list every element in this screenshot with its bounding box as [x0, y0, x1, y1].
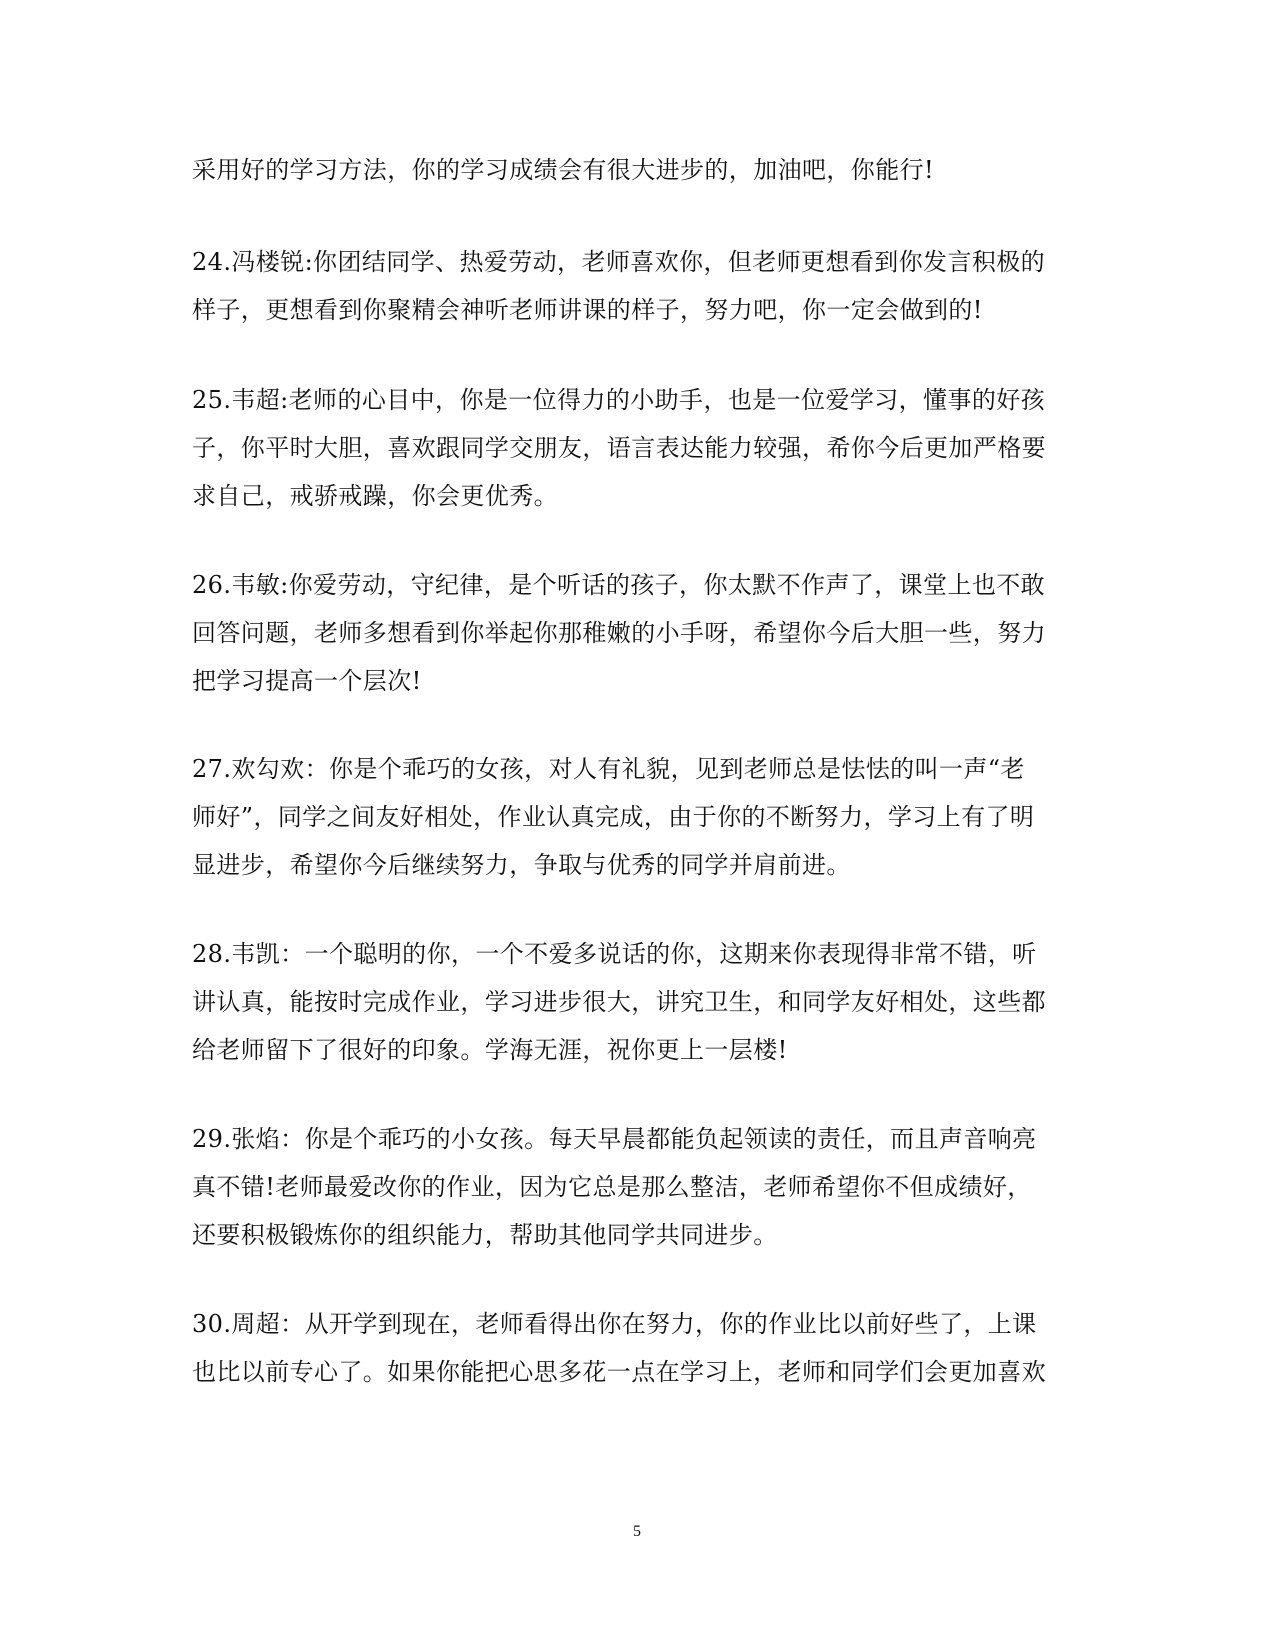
paragraph-continuation — [192, 146, 1072, 194]
page-number: 5 — [633, 1523, 641, 1540]
text-line: 真不错!老师最爱改你的作业，因为它总是那么整洁，老师希望你不但成绩好， — [192, 1173, 1032, 1201]
text-line: 讲认真，能按时完成作业，学习进步很大，讲究卫生，和同学友好相处，这些都 — [192, 988, 1046, 1016]
text-line: 29.张焰：你是个乖巧的小女孩。每天早晨都能负起领读的责任，而且声音响亮 — [192, 1125, 1037, 1153]
text-line: 师好”，同学之间友好相处，作业认真完成，由于你的不断努力，学习上有了明 — [192, 803, 1035, 831]
text-line: 30.周超：从开学到现在，老师看得出你在努力，你的作业比以前好些了，上课 — [192, 1310, 1037, 1338]
paragraph-comment-24 — [192, 238, 1072, 334]
paragraph-comment-28 — [192, 930, 1072, 1074]
text-line: 显进步，希望你今后继续努力，争取与优秀的同学并肩前进。 — [192, 851, 851, 879]
text-line: 求自己，戒骄戒躁，你会更优秀。 — [192, 482, 558, 510]
text-line: 把学习提高一个层次! — [192, 667, 422, 695]
text-line: 还要积极锻炼你的组织能力，帮助其他同学共同进步。 — [192, 1221, 778, 1249]
text-line: 子，你平时大胆，喜欢跟同学交朋友，语言表达能力较强，希你今后更加严格要 — [192, 434, 1046, 462]
text-line: 采用好的学习方法，你的学习成绩会有很大进步的，加油吧，你能行! — [192, 156, 935, 184]
paragraph-comment-30 — [192, 1300, 1072, 1396]
text-line: 26.韦敏:你爱劳动，守纪律，是个听话的孩子，你太默不作声了，课堂上也不敢 — [192, 571, 1046, 599]
text-line: 也比以前专心了。如果你能把心思多花一点在学习上，老师和同学们会更加喜欢 — [192, 1358, 1046, 1386]
paragraph-comment-26 — [192, 561, 1072, 705]
text-line: 样子，更想看到你聚精会神听老师讲课的样子，努力吧，你一定会做到的! — [192, 296, 983, 324]
text-line: 给老师留下了很好的印象。学海无涯，祝你更上一层楼! — [192, 1036, 788, 1064]
text-line: 24.冯楼锐:你团结同学、热爱劳动，老师喜欢你，但老师更想看到你发言积极的 — [192, 248, 1046, 276]
text-line: 27.欢勾欢：你是个乖巧的女孩，对人有礼貌，见到老师总是怯怯的叫一声“老 — [192, 755, 1025, 783]
paragraph-comment-25 — [192, 376, 1072, 520]
text-line: 回答问题，老师多想看到你举起你那稚嫩的小手呀，希望你今后大胆一些，努力 — [192, 619, 1046, 647]
paragraph-comment-29 — [192, 1115, 1072, 1259]
text-line: 28.韦凯：一个聪明的你，一个不爱多说话的你，这期来你表现得非常不错，听 — [192, 940, 1037, 968]
paragraph-comment-27 — [192, 745, 1072, 889]
text-line: 25.韦超:老师的心目中，你是一位得力的小助手，也是一位爱学习，懂事的好孩 — [192, 386, 1046, 414]
